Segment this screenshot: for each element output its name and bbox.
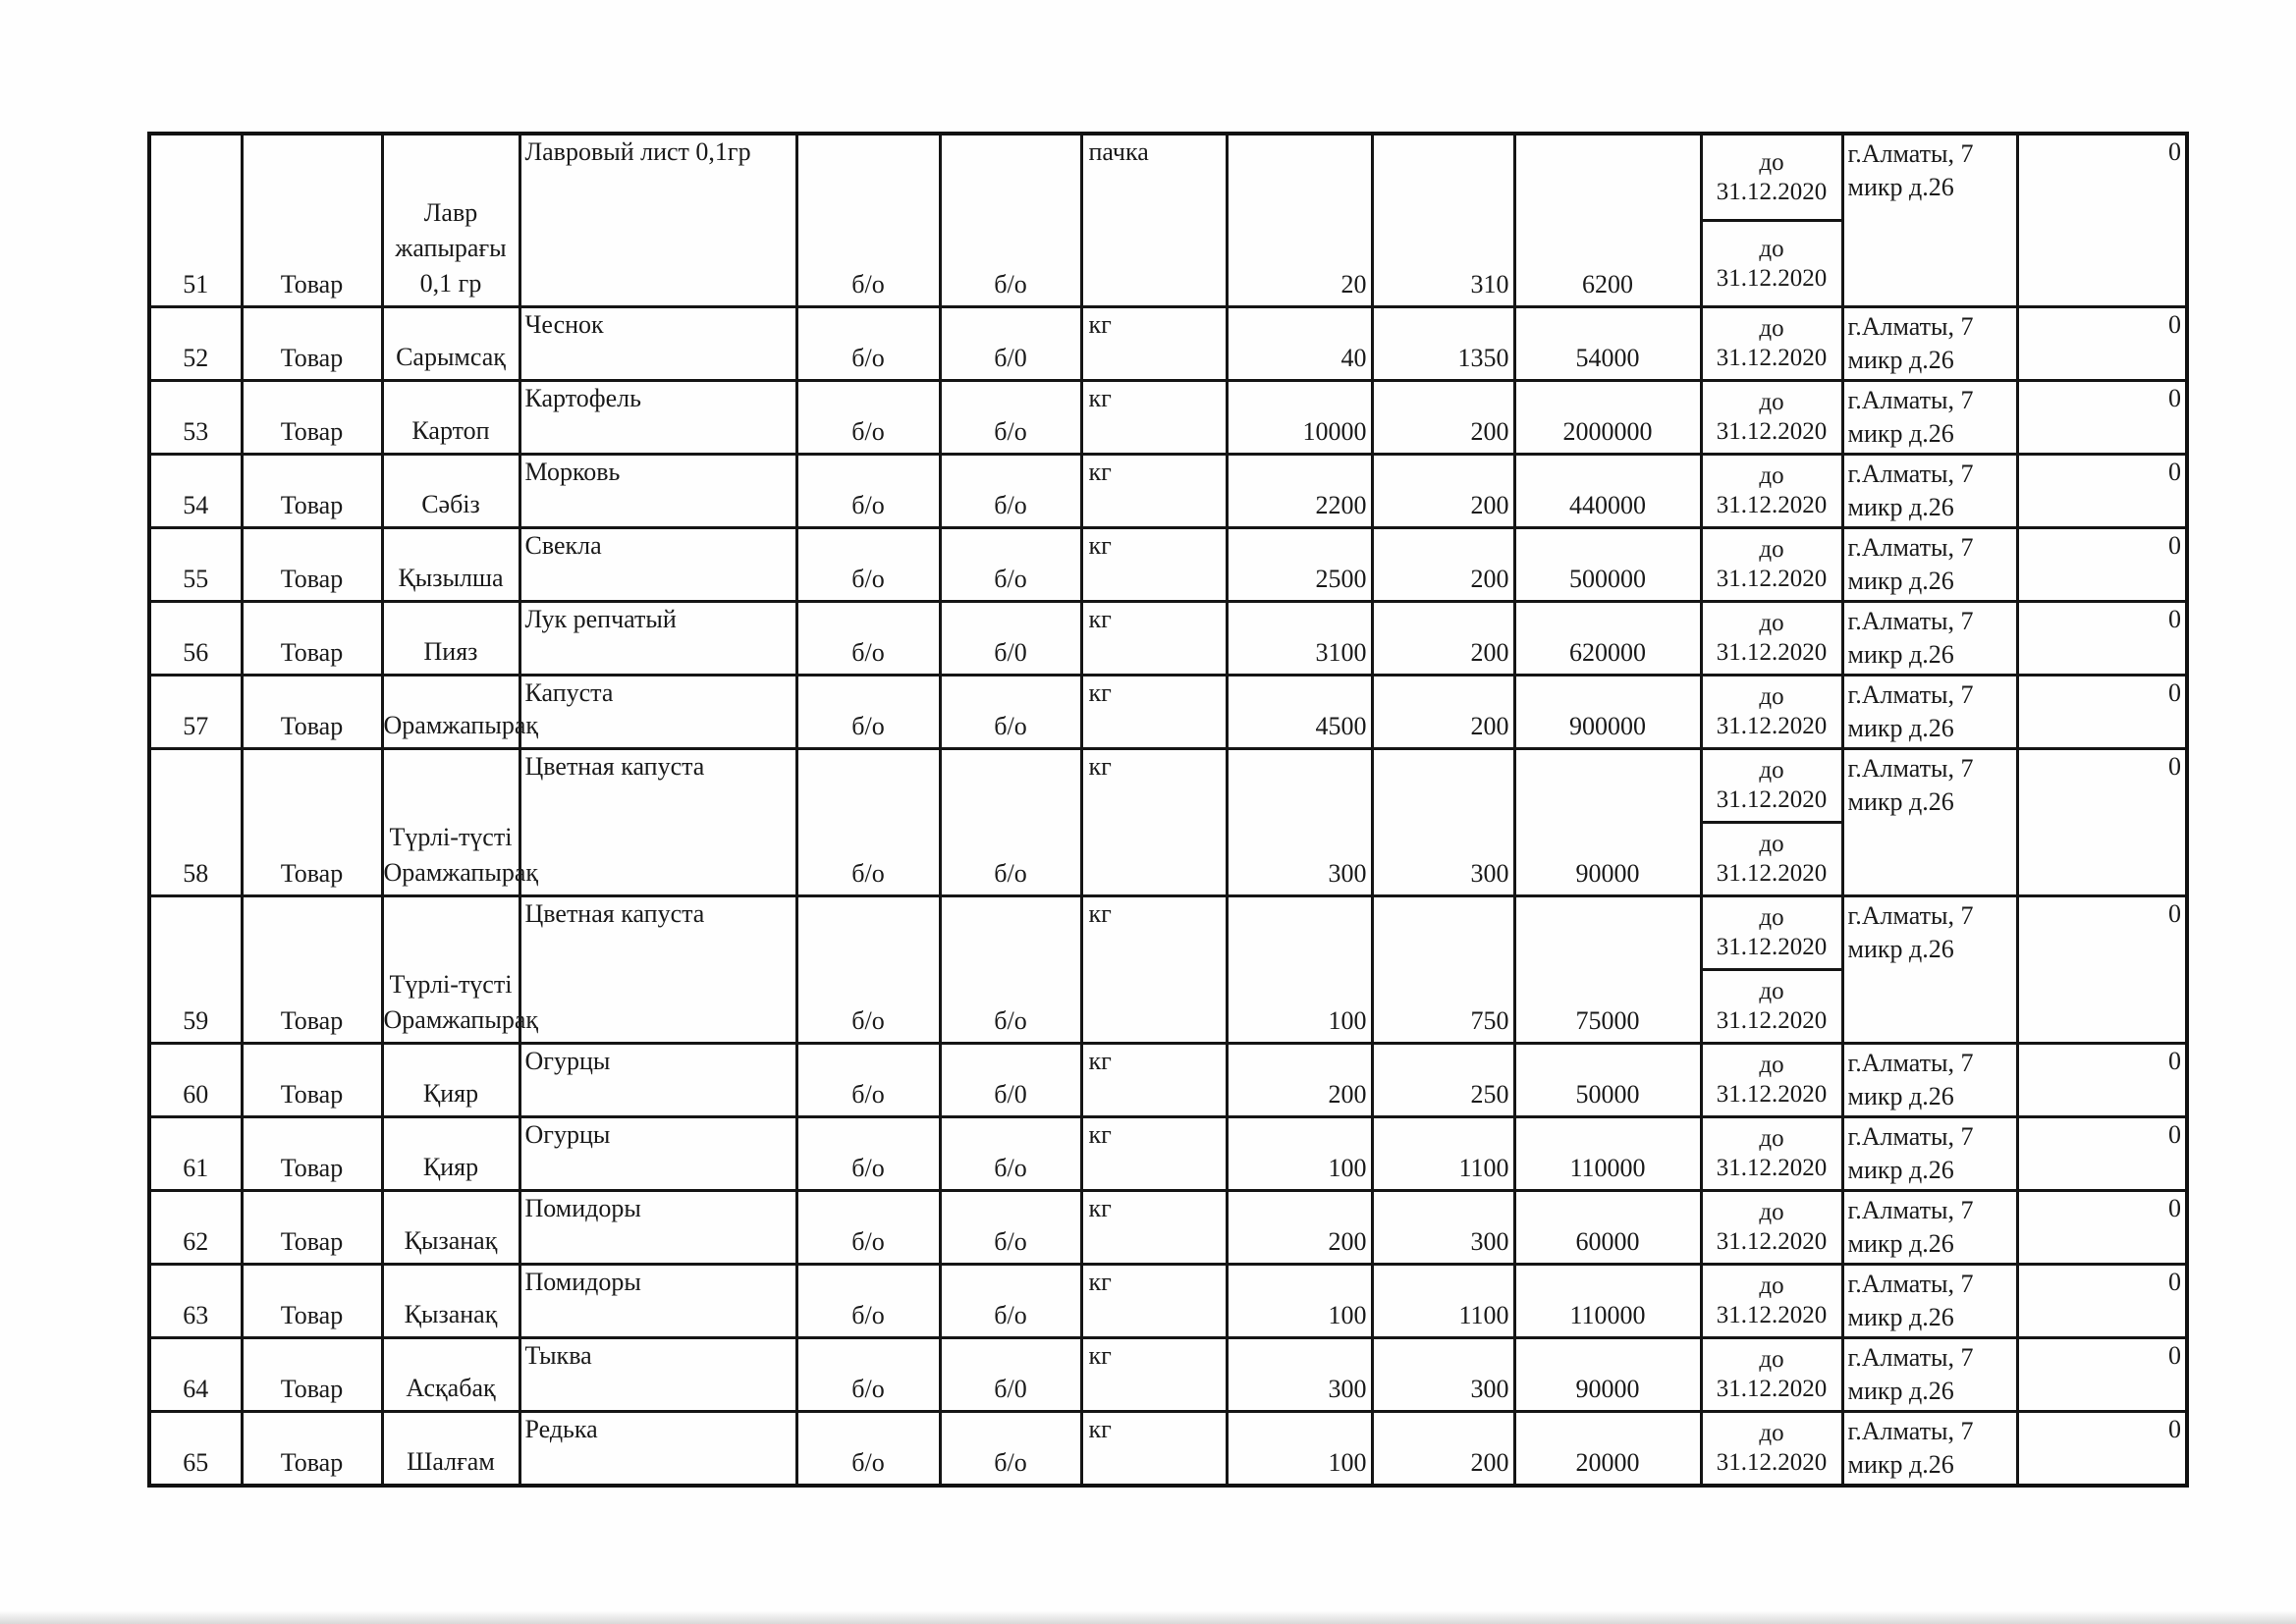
- quantity-cell: 100: [1227, 1412, 1372, 1487]
- item-name-kazakh: Шалғам: [382, 1412, 519, 1487]
- date-value: 31.12.2020: [1716, 860, 1828, 887]
- unit-cell: кг: [1081, 1412, 1227, 1487]
- delivery-date-cell: [1701, 528, 1842, 602]
- quantity-cell: 300: [1227, 1338, 1372, 1412]
- delivery-address: г.Алматы, 7 микр д.26: [1842, 381, 2017, 455]
- spec-cell: б/о: [940, 676, 1081, 749]
- item-name-russian: Свекла: [519, 528, 796, 602]
- item-type: Товар: [242, 896, 382, 1044]
- date-prefix: до: [1759, 536, 1784, 563]
- row-number: 59: [149, 896, 242, 1044]
- spec-cell: б/о: [940, 749, 1081, 896]
- item-name-kazakh: Картоп: [382, 381, 519, 455]
- quantity-cell: 40: [1227, 307, 1372, 381]
- item-type: Товар: [242, 602, 382, 676]
- table-row: [149, 1338, 2187, 1412]
- sum-cell: 60000: [1514, 1191, 1701, 1265]
- unit-cell: кг: [1081, 602, 1227, 676]
- unit-cell: кг: [1081, 676, 1227, 749]
- price-cell: 300: [1372, 749, 1514, 896]
- item-name-kazakh: Түрлі-түсті Орамжапырақ: [382, 749, 519, 896]
- last-cell: 0: [2017, 1117, 2187, 1191]
- item-name-russian: Цветная капуста: [519, 749, 796, 896]
- row-number: 61: [149, 1117, 242, 1191]
- date-value: 31.12.2020: [1716, 1376, 1828, 1402]
- delivery-address: г.Алматы, 7 микр д.26: [1842, 1044, 2017, 1117]
- price-cell: 1350: [1372, 307, 1514, 381]
- spec-cell: б/о: [940, 134, 1081, 307]
- delivery-date-cell: [1701, 455, 1842, 528]
- table-row: [149, 749, 2187, 896]
- item-name-russian: Лавровый лист 0,1гр: [519, 134, 796, 307]
- date-value: 31.12.2020: [1716, 1081, 1828, 1108]
- item-name-kazakh: Сәбіз: [382, 455, 519, 528]
- delivery-date-cell: [1701, 307, 1842, 381]
- item-name-russian: Огурцы: [519, 1117, 796, 1191]
- delivery-date: [1703, 968, 1841, 1042]
- unit-cell: кг: [1081, 1265, 1227, 1338]
- item-name-russian: Чеснок: [519, 307, 796, 381]
- delivery-address: г.Алматы, 7 микр д.26: [1842, 1412, 2017, 1487]
- spec-cell: б/о: [796, 1117, 940, 1191]
- delivery-address: г.Алматы, 7 микр д.26: [1842, 602, 2017, 676]
- delivery-address: г.Алматы, 7 микр д.26: [1842, 1117, 2017, 1191]
- item-name-kazakh: Қияр: [382, 1044, 519, 1117]
- goods-table: [147, 132, 2189, 1488]
- unit-cell: кг: [1081, 1117, 1227, 1191]
- row-number: 55: [149, 528, 242, 602]
- unit-cell: кг: [1081, 307, 1227, 381]
- price-cell: 200: [1372, 676, 1514, 749]
- delivery-date-cell: [1701, 1117, 1842, 1191]
- date-value: 31.12.2020: [1716, 178, 1828, 205]
- delivery-address: г.Алматы, 7 микр д.26: [1842, 528, 2017, 602]
- item-name-kazakh: Асқабақ: [382, 1338, 519, 1412]
- sum-cell: 2000000: [1514, 381, 1701, 455]
- row-number: 63: [149, 1265, 242, 1338]
- spec-cell: б/о: [796, 1265, 940, 1338]
- item-name-kazakh: Түрлі-түсті Орамжапырақ: [382, 896, 519, 1044]
- date-value: 31.12.2020: [1716, 786, 1828, 813]
- quantity-cell: 2200: [1227, 455, 1372, 528]
- item-type: Товар: [242, 381, 382, 455]
- price-cell: 200: [1372, 602, 1514, 676]
- delivery-address: г.Алматы, 7 микр д.26: [1842, 1191, 2017, 1265]
- quantity-cell: 100: [1227, 896, 1372, 1044]
- spec-cell: б/0: [940, 1338, 1081, 1412]
- item-name-kazakh: Пияз: [382, 602, 519, 676]
- date-prefix: до: [1759, 1125, 1784, 1152]
- table-row: [149, 1044, 2187, 1117]
- date-prefix: до: [1759, 148, 1784, 176]
- unit-cell: кг: [1081, 749, 1227, 896]
- quantity-cell: 300: [1227, 749, 1372, 896]
- row-number: 51: [149, 134, 242, 307]
- table-row: [149, 1412, 2187, 1487]
- price-cell: 200: [1372, 455, 1514, 528]
- spec-cell: б/о: [940, 381, 1081, 455]
- sum-cell: 500000: [1514, 528, 1701, 602]
- spec-cell: б/о: [940, 528, 1081, 602]
- date-prefix: до: [1759, 462, 1784, 489]
- spec-cell: б/0: [940, 307, 1081, 381]
- spec-cell: б/о: [940, 896, 1081, 1044]
- spec-cell: б/о: [940, 1117, 1081, 1191]
- delivery-date-cell: [1701, 1338, 1842, 1412]
- table-row: [149, 1117, 2187, 1191]
- sum-cell: 110000: [1514, 1117, 1701, 1191]
- item-name-russian: Капуста: [519, 676, 796, 749]
- unit-cell: кг: [1081, 896, 1227, 1044]
- delivery-date-cell: [1701, 749, 1842, 896]
- spec-cell: б/о: [940, 1412, 1081, 1487]
- row-number: 57: [149, 676, 242, 749]
- last-cell: 0: [2017, 1044, 2187, 1117]
- date-value: 31.12.2020: [1716, 492, 1828, 518]
- unit-cell: кг: [1081, 381, 1227, 455]
- delivery-date-cell: [1701, 1044, 1842, 1117]
- spec-cell: б/о: [796, 1191, 940, 1265]
- quantity-cell: 100: [1227, 1265, 1372, 1338]
- table-row: [149, 528, 2187, 602]
- table-row: [149, 676, 2187, 749]
- sum-cell: 20000: [1514, 1412, 1701, 1487]
- spec-cell: б/о: [796, 307, 940, 381]
- date-value: 31.12.2020: [1716, 418, 1828, 445]
- item-name-russian: Редька: [519, 1412, 796, 1487]
- item-name-kazakh: Сарымсақ: [382, 307, 519, 381]
- date-prefix: до: [1759, 1052, 1784, 1078]
- spec-cell: б/о: [796, 455, 940, 528]
- last-cell: 0: [2017, 1338, 2187, 1412]
- sum-cell: 50000: [1514, 1044, 1701, 1117]
- quantity-cell: 200: [1227, 1044, 1372, 1117]
- date-prefix: до: [1759, 389, 1784, 415]
- table-row: [149, 1191, 2187, 1265]
- item-name-russian: Лук репчатый: [519, 602, 796, 676]
- row-number: 64: [149, 1338, 242, 1412]
- delivery-date-cell: [1701, 1265, 1842, 1338]
- delivery-address: г.Алматы, 7 микр д.26: [1842, 307, 2017, 381]
- item-name-russian: Тыква: [519, 1338, 796, 1412]
- row-number: 52: [149, 307, 242, 381]
- item-name-russian: Цветная капуста: [519, 896, 796, 1044]
- item-name-russian: Помидоры: [519, 1265, 796, 1338]
- item-type: Товар: [242, 1338, 382, 1412]
- item-name-kazakh: Орамжапырақ: [382, 676, 519, 749]
- table-body: [149, 134, 2187, 1486]
- item-name-russian: Помидоры: [519, 1191, 796, 1265]
- item-type: Товар: [242, 1412, 382, 1487]
- item-type: Товар: [242, 1117, 382, 1191]
- spec-cell: б/о: [796, 602, 940, 676]
- table-row: [149, 455, 2187, 528]
- date-value: 31.12.2020: [1716, 1155, 1828, 1181]
- spec-cell: б/0: [940, 602, 1081, 676]
- sum-cell: 90000: [1514, 749, 1701, 896]
- delivery-address: г.Алматы, 7 микр д.26: [1842, 1265, 2017, 1338]
- spec-cell: б/о: [796, 528, 940, 602]
- date-value: 31.12.2020: [1716, 566, 1828, 592]
- delivery-date: [1703, 821, 1841, 894]
- item-name-kazakh: Қияр: [382, 1117, 519, 1191]
- item-name-kazakh: Лавр жапырағы 0,1 гр: [382, 134, 519, 307]
- spec-cell: б/о: [796, 134, 940, 307]
- delivery-address: г.Алматы, 7 микр д.26: [1842, 676, 2017, 749]
- date-value: 31.12.2020: [1716, 639, 1828, 666]
- quantity-cell: 3100: [1227, 602, 1372, 676]
- spec-cell: б/0: [940, 1044, 1081, 1117]
- delivery-date: [1703, 750, 1841, 821]
- spec-cell: б/о: [940, 1191, 1081, 1265]
- price-cell: 300: [1372, 1191, 1514, 1265]
- table-row: [149, 896, 2187, 1044]
- row-number: 65: [149, 1412, 242, 1487]
- row-number: 58: [149, 749, 242, 896]
- item-type: Товар: [242, 676, 382, 749]
- last-cell: 0: [2017, 1412, 2187, 1487]
- date-prefix: до: [1759, 1272, 1784, 1299]
- item-name-kazakh: Қызанақ: [382, 1191, 519, 1265]
- last-cell: 0: [2017, 307, 2187, 381]
- unit-cell: пачка: [1081, 134, 1227, 307]
- price-cell: 1100: [1372, 1117, 1514, 1191]
- date-value: 31.12.2020: [1716, 345, 1828, 371]
- spec-cell: б/о: [796, 676, 940, 749]
- date-value: 31.12.2020: [1716, 264, 1828, 292]
- row-number: 53: [149, 381, 242, 455]
- item-type: Товар: [242, 1044, 382, 1117]
- sum-cell: 6200: [1514, 134, 1701, 307]
- table-row: [149, 134, 2187, 307]
- last-cell: 0: [2017, 749, 2187, 896]
- spec-cell: б/о: [796, 1412, 940, 1487]
- table-row: [149, 381, 2187, 455]
- delivery-address: г.Алматы, 7 микр д.26: [1842, 134, 2017, 307]
- spec-cell: б/о: [940, 1265, 1081, 1338]
- item-name-kazakh: Қызанақ: [382, 1265, 519, 1338]
- spec-cell: б/о: [940, 455, 1081, 528]
- quantity-cell: 20: [1227, 134, 1372, 307]
- table-row: [149, 602, 2187, 676]
- date-prefix: до: [1759, 1420, 1784, 1446]
- last-cell: 0: [2017, 896, 2187, 1044]
- price-cell: 1100: [1372, 1265, 1514, 1338]
- item-type: Товар: [242, 1191, 382, 1265]
- item-name-russian: Морковь: [519, 455, 796, 528]
- date-value: 31.12.2020: [1716, 1007, 1828, 1034]
- date-prefix: до: [1759, 315, 1784, 342]
- date-prefix: до: [1759, 757, 1784, 784]
- date-prefix: до: [1759, 610, 1784, 636]
- item-type: Товар: [242, 134, 382, 307]
- spec-cell: б/о: [796, 896, 940, 1044]
- item-type: Товар: [242, 1265, 382, 1338]
- quantity-cell: 10000: [1227, 381, 1372, 455]
- date-prefix: до: [1759, 1346, 1784, 1373]
- last-cell: 0: [2017, 381, 2187, 455]
- spec-cell: б/о: [796, 1044, 940, 1117]
- item-type: Товар: [242, 455, 382, 528]
- delivery-date-cell: [1701, 676, 1842, 749]
- date-prefix: до: [1759, 904, 1784, 931]
- date-value: 31.12.2020: [1716, 1228, 1828, 1255]
- item-type: Товар: [242, 307, 382, 381]
- date-value: 31.12.2020: [1716, 1449, 1828, 1476]
- date-prefix: до: [1759, 978, 1784, 1004]
- row-number: 54: [149, 455, 242, 528]
- unit-cell: кг: [1081, 455, 1227, 528]
- price-cell: 310: [1372, 134, 1514, 307]
- item-name-russian: Картофель: [519, 381, 796, 455]
- delivery-address: г.Алматы, 7 микр д.26: [1842, 896, 2017, 1044]
- delivery-address: г.Алматы, 7 микр д.26: [1842, 455, 2017, 528]
- unit-cell: кг: [1081, 1044, 1227, 1117]
- delivery-date-cell: [1701, 602, 1842, 676]
- last-cell: 0: [2017, 134, 2187, 307]
- last-cell: 0: [2017, 1265, 2187, 1338]
- unit-cell: кг: [1081, 528, 1227, 602]
- item-name-kazakh: Қызылша: [382, 528, 519, 602]
- last-cell: 0: [2017, 602, 2187, 676]
- row-number: 62: [149, 1191, 242, 1265]
- price-cell: 200: [1372, 528, 1514, 602]
- delivery-date-cell: [1701, 134, 1842, 307]
- table-row: [149, 1265, 2187, 1338]
- price-cell: 250: [1372, 1044, 1514, 1117]
- delivery-date: [1703, 219, 1841, 305]
- delivery-date-cell: [1701, 1191, 1842, 1265]
- unit-cell: кг: [1081, 1191, 1227, 1265]
- table-row: [149, 307, 2187, 381]
- date-value: 31.12.2020: [1716, 1302, 1828, 1328]
- quantity-cell: 2500: [1227, 528, 1372, 602]
- spec-cell: б/о: [796, 1338, 940, 1412]
- last-cell: 0: [2017, 1191, 2187, 1265]
- date-prefix: до: [1759, 235, 1784, 262]
- last-cell: 0: [2017, 455, 2187, 528]
- sum-cell: 75000: [1514, 896, 1701, 1044]
- quantity-cell: 100: [1227, 1117, 1372, 1191]
- sum-cell: 110000: [1514, 1265, 1701, 1338]
- sum-cell: 900000: [1514, 676, 1701, 749]
- date-prefix: до: [1759, 831, 1784, 857]
- quantity-cell: 200: [1227, 1191, 1372, 1265]
- delivery-date-cell: [1701, 896, 1842, 1044]
- row-number: 60: [149, 1044, 242, 1117]
- date-value: 31.12.2020: [1716, 934, 1828, 960]
- price-cell: 300: [1372, 1338, 1514, 1412]
- sum-cell: 90000: [1514, 1338, 1701, 1412]
- sum-cell: 440000: [1514, 455, 1701, 528]
- delivery-date-cell: [1701, 1412, 1842, 1487]
- delivery-address: г.Алматы, 7 микр д.26: [1842, 749, 2017, 896]
- delivery-date: [1703, 135, 1841, 219]
- price-cell: 200: [1372, 1412, 1514, 1487]
- spec-cell: б/о: [796, 381, 940, 455]
- delivery-date: [1703, 897, 1841, 968]
- date-prefix: до: [1759, 683, 1784, 710]
- last-cell: 0: [2017, 676, 2187, 749]
- delivery-address: г.Алматы, 7 микр д.26: [1842, 1338, 2017, 1412]
- date-value: 31.12.2020: [1716, 713, 1828, 739]
- last-cell: 0: [2017, 528, 2187, 602]
- spec-cell: б/о: [796, 749, 940, 896]
- sum-cell: 54000: [1514, 307, 1701, 381]
- item-type: Товар: [242, 528, 382, 602]
- unit-cell: кг: [1081, 1338, 1227, 1412]
- quantity-cell: 4500: [1227, 676, 1372, 749]
- date-prefix: до: [1759, 1199, 1784, 1225]
- row-number: 56: [149, 602, 242, 676]
- price-cell: 200: [1372, 381, 1514, 455]
- delivery-date-cell: [1701, 381, 1842, 455]
- sum-cell: 620000: [1514, 602, 1701, 676]
- item-type: Товар: [242, 749, 382, 896]
- scan-edge: [0, 1610, 2296, 1624]
- price-cell: 750: [1372, 896, 1514, 1044]
- item-name-russian: Огурцы: [519, 1044, 796, 1117]
